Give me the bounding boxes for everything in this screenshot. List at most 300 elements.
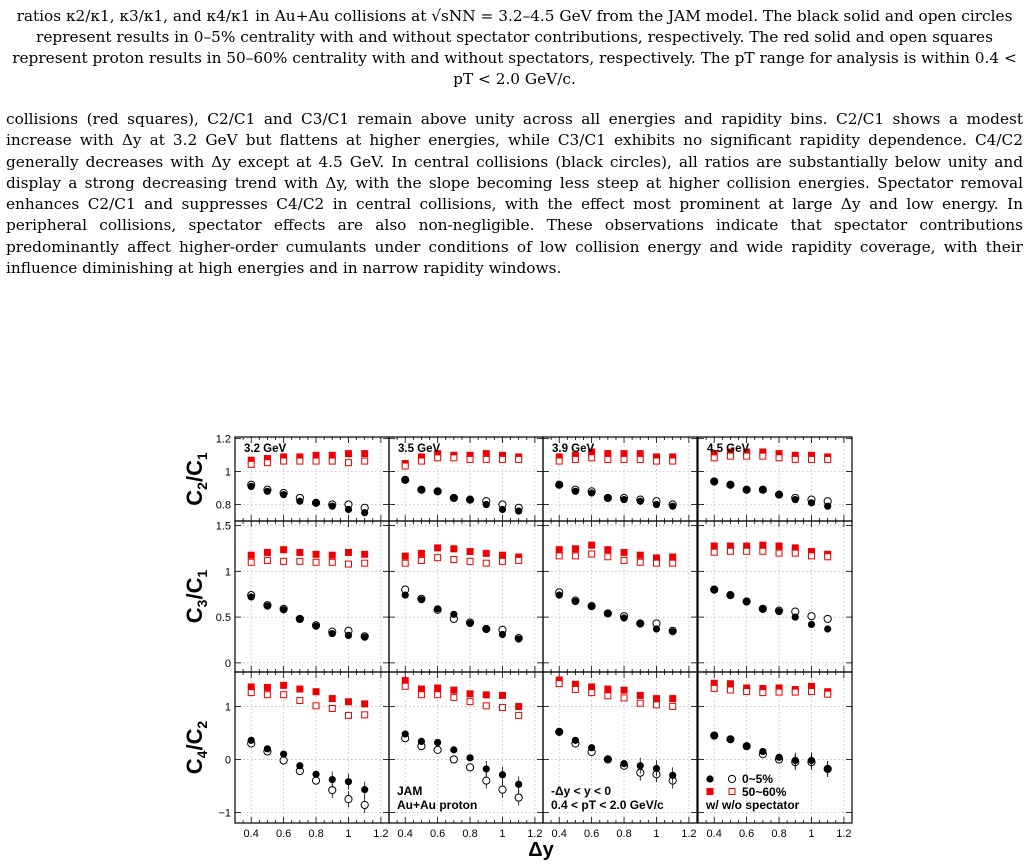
marker-peripheral-with-spectator — [621, 549, 628, 556]
marker-peripheral-with-spectator — [264, 549, 271, 556]
marker-central-with-spectator — [824, 765, 831, 772]
marker-central-with-spectator — [296, 498, 303, 505]
x-tick-label: 0.4 — [243, 828, 259, 840]
x-tick-label: 1 — [653, 828, 660, 840]
x-tick-label: 1 — [345, 828, 352, 840]
x-tick-label: 0.8 — [616, 828, 632, 840]
panel-frame — [543, 521, 697, 672]
marker-central-with-spectator — [775, 754, 782, 761]
system-note: Au+Au proton — [397, 798, 478, 812]
model-note: JAM — [397, 784, 423, 798]
marker-central-with-spectator — [556, 728, 563, 735]
marker-peripheral-without-spectator — [467, 558, 473, 564]
y-tick-label: 0 — [224, 754, 231, 767]
marker-peripheral-with-spectator — [418, 550, 425, 557]
marker-peripheral-without-spectator — [605, 693, 611, 699]
marker-central-with-spectator — [588, 603, 595, 610]
marker-central-with-spectator — [312, 499, 319, 506]
marker-central-with-spectator — [637, 498, 644, 505]
marker-central-with-spectator — [808, 499, 815, 506]
marker-peripheral-without-spectator — [589, 690, 595, 696]
panel-frame — [235, 521, 389, 672]
marker-central-with-spectator — [312, 623, 319, 630]
marker-peripheral-without-spectator — [556, 681, 562, 687]
marker-central-with-spectator — [759, 605, 766, 612]
marker-central-with-spectator — [604, 755, 611, 762]
marker-peripheral-without-spectator — [825, 554, 831, 560]
marker-peripheral-without-spectator — [281, 558, 287, 564]
marker-peripheral-without-spectator — [670, 560, 676, 566]
marker-peripheral-without-spectator — [808, 456, 814, 462]
marker-central-with-spectator — [556, 481, 563, 488]
marker-central-with-spectator — [743, 486, 750, 493]
y-tick-label: 1 — [224, 566, 231, 579]
marker-peripheral-with-spectator — [264, 684, 271, 691]
marker-central-with-spectator — [264, 603, 271, 610]
marker-peripheral-without-spectator — [281, 692, 287, 698]
energy-label: 3.2 GeV — [244, 443, 287, 455]
marker-peripheral-without-spectator — [345, 561, 351, 567]
y-tick-label: 1.2 — [215, 433, 231, 446]
marker-central-with-spectator — [264, 745, 271, 752]
marker-central-with-spectator — [556, 592, 563, 599]
marker-peripheral-without-spectator — [362, 712, 368, 718]
marker-central-without-spectator — [515, 794, 522, 801]
marker-central-with-spectator — [808, 757, 815, 764]
marker-central-with-spectator — [483, 765, 490, 772]
paragraph-text: collisions (red squares), C2/C1 and C3/C1 remain above unity across all energies and rapidity bins. C2/C1 shows a modest increase with Δy at 3.2 GeV but flattens at higher energies, while C3/C1 exhibits no significant rapidity dependence. C4/C2 generally decreases with Δy except at 4.5 GeV. In central collisions (black circles), all ratios are substantially below unity and display a strong decreasing trend with Δy, with the slope becoming less steep at higher collision energies. Spectator removal enhances C2/C1 and suppresses C4/C2 in central collisions, with the effect most prominent at large Δy and low energy. In peripheral collisions, spectator effects are also non-negligible. These observations indicate that spectator contributions predominantly affect higher-order cumulants under conditions of low collision energy and wide rapidity coverage, with their influence diminishing at high energies and in narrow rapidity windows. — [6, 110, 1023, 278]
marker-peripheral-without-spectator — [402, 683, 408, 689]
marker-central-with-spectator — [345, 506, 352, 513]
marker-peripheral-with-spectator — [361, 700, 368, 707]
marker-peripheral-with-spectator — [653, 695, 660, 702]
marker-central-with-spectator — [620, 614, 627, 621]
marker-central-with-spectator — [637, 620, 644, 627]
marker-peripheral-without-spectator — [402, 463, 408, 469]
marker-peripheral-without-spectator — [653, 560, 659, 566]
marker-peripheral-without-spectator — [264, 460, 270, 466]
marker-central-with-spectator — [280, 491, 287, 498]
marker-central-with-spectator — [361, 786, 368, 793]
marker-central-with-spectator — [824, 503, 831, 510]
marker-central-with-spectator — [711, 586, 718, 593]
legend-peripheral-without-marker — [729, 789, 735, 795]
marker-central-with-spectator — [329, 776, 336, 783]
marker-peripheral-with-spectator — [669, 695, 676, 702]
marker-central-with-spectator — [280, 606, 287, 613]
marker-central-without-spectator — [808, 613, 815, 620]
legend-central-with-marker — [706, 775, 713, 782]
marker-peripheral-without-spectator — [451, 557, 457, 563]
marker-peripheral-without-spectator — [572, 456, 578, 462]
marker-central-with-spectator — [483, 501, 490, 508]
marker-central-with-spectator — [743, 743, 750, 750]
marker-central-without-spectator — [483, 777, 490, 784]
marker-central-with-spectator — [669, 628, 676, 635]
x-tick-label: 0.4 — [551, 828, 567, 840]
marker-peripheral-without-spectator — [670, 703, 676, 709]
marker-central-with-spectator — [499, 771, 506, 778]
marker-peripheral-with-spectator — [604, 546, 611, 553]
legend-peripheral-label: 50~60% — [742, 785, 787, 799]
marker-peripheral-with-spectator — [329, 695, 336, 702]
marker-peripheral-without-spectator — [808, 689, 814, 695]
marker-central-with-spectator — [669, 503, 676, 510]
marker-central-with-spectator — [418, 596, 425, 603]
marker-peripheral-without-spectator — [499, 558, 505, 564]
marker-central-with-spectator — [248, 483, 255, 490]
marker-peripheral-without-spectator — [297, 558, 303, 564]
marker-peripheral-without-spectator — [637, 700, 643, 706]
marker-central-with-spectator — [312, 771, 319, 778]
marker-peripheral-without-spectator — [711, 455, 717, 461]
marker-peripheral-with-spectator — [637, 552, 644, 559]
marker-peripheral-without-spectator — [776, 550, 782, 556]
x-tick-label: 0.4 — [706, 828, 722, 840]
marker-central-with-spectator — [727, 481, 734, 488]
marker-central-without-spectator — [450, 756, 457, 763]
y-tick-label: 1 — [224, 466, 231, 479]
marker-peripheral-without-spectator — [297, 698, 303, 704]
marker-central-without-spectator — [434, 746, 441, 753]
marker-central-with-spectator — [669, 772, 676, 779]
marker-peripheral-without-spectator — [727, 548, 733, 554]
marker-central-without-spectator — [280, 757, 287, 764]
marker-central-with-spectator — [808, 621, 815, 628]
marker-peripheral-without-spectator — [792, 550, 798, 556]
marker-central-with-spectator — [345, 778, 352, 785]
marker-peripheral-without-spectator — [451, 694, 457, 700]
y-tick-label: 1.5 — [215, 520, 231, 533]
marker-peripheral-without-spectator — [637, 559, 643, 565]
marker-central-with-spectator — [450, 611, 457, 618]
marker-central-with-spectator — [499, 506, 506, 513]
marker-peripheral-without-spectator — [589, 551, 595, 557]
marker-peripheral-without-spectator — [776, 455, 782, 461]
marker-peripheral-with-spectator — [467, 548, 474, 555]
marker-central-with-spectator — [402, 476, 409, 483]
marker-central-with-spectator — [450, 746, 457, 753]
marker-peripheral-without-spectator — [345, 712, 351, 718]
marker-peripheral-without-spectator — [451, 455, 457, 461]
y-axis-label: $C_3/C_1$ — [182, 569, 210, 624]
panel-frame — [698, 521, 852, 672]
marker-peripheral-without-spectator — [362, 458, 368, 464]
marker-peripheral-without-spectator — [483, 456, 489, 462]
marker-central-with-spectator — [434, 488, 441, 495]
marker-peripheral-without-spectator — [418, 557, 424, 563]
x-tick-label: 0.6 — [275, 828, 292, 840]
marker-peripheral-with-spectator — [361, 551, 368, 558]
legend-central-without-marker — [728, 775, 735, 782]
marker-peripheral-without-spectator — [776, 689, 782, 695]
marker-peripheral-without-spectator — [556, 458, 562, 464]
marker-peripheral-without-spectator — [248, 690, 254, 696]
marker-central-with-spectator — [637, 762, 644, 769]
legend-peripheral-with-marker — [707, 788, 714, 795]
energy-label: 4.5 GeV — [707, 443, 750, 455]
marker-peripheral-without-spectator — [572, 686, 578, 692]
marker-peripheral-without-spectator — [329, 705, 335, 711]
marker-central-with-spectator — [248, 737, 255, 744]
panel-frame — [235, 672, 389, 823]
marker-peripheral-without-spectator — [744, 689, 750, 695]
x-tick-label: 1.2 — [681, 828, 697, 840]
marker-central-with-spectator — [402, 592, 409, 599]
y-tick-label: 1 — [224, 701, 231, 714]
marker-peripheral-without-spectator — [483, 703, 489, 709]
marker-central-without-spectator — [312, 777, 319, 784]
x-tick-label: 1.2 — [373, 828, 389, 840]
marker-peripheral-without-spectator — [572, 553, 578, 559]
marker-peripheral-without-spectator — [418, 458, 424, 464]
y-tick-label: 0.5 — [215, 612, 231, 625]
marker-central-with-spectator — [466, 620, 473, 627]
y-tick-label: 0 — [224, 657, 231, 670]
marker-central-with-spectator — [588, 489, 595, 496]
x-tick-label: 1 — [499, 828, 506, 840]
marker-peripheral-without-spectator — [499, 704, 505, 710]
marker-central-with-spectator — [434, 739, 441, 746]
marker-peripheral-with-spectator — [313, 688, 320, 695]
marker-peripheral-without-spectator — [605, 456, 611, 462]
marker-central-with-spectator — [361, 509, 368, 516]
marker-peripheral-without-spectator — [281, 458, 287, 464]
marker-central-with-spectator — [727, 592, 734, 599]
energy-label: 3.9 GeV — [552, 443, 595, 455]
pt-range-note: 0.4 < pT < 2.0 GeV/c — [551, 798, 664, 812]
marker-central-with-spectator — [450, 494, 457, 501]
marker-central-with-spectator — [759, 486, 766, 493]
marker-central-with-spectator — [329, 630, 336, 637]
marker-central-with-spectator — [515, 781, 522, 788]
marker-peripheral-with-spectator — [450, 545, 457, 552]
marker-peripheral-without-spectator — [362, 560, 368, 566]
marker-peripheral-without-spectator — [711, 549, 717, 555]
marker-peripheral-with-spectator — [296, 686, 303, 693]
x-tick-label: 0.6 — [738, 828, 755, 840]
marker-peripheral-with-spectator — [450, 687, 457, 694]
marker-peripheral-with-spectator — [345, 450, 352, 457]
marker-peripheral-without-spectator — [744, 548, 750, 554]
marker-central-with-spectator — [296, 762, 303, 769]
marker-peripheral-with-spectator — [483, 691, 490, 698]
marker-central-with-spectator — [588, 744, 595, 751]
marker-peripheral-without-spectator — [760, 548, 766, 554]
marker-peripheral-with-spectator — [483, 550, 490, 557]
marker-peripheral-with-spectator — [604, 686, 611, 693]
marker-central-with-spectator — [466, 496, 473, 503]
marker-peripheral-without-spectator — [792, 456, 798, 462]
marker-peripheral-without-spectator — [760, 690, 766, 696]
marker-peripheral-with-spectator — [296, 549, 303, 556]
marker-peripheral-with-spectator — [313, 551, 320, 558]
marker-central-with-spectator — [248, 593, 255, 600]
rapidity-note: -Δy < y < 0 — [551, 784, 611, 798]
y-tick-label: 0.8 — [215, 499, 231, 512]
marker-peripheral-without-spectator — [792, 689, 798, 695]
marker-central-without-spectator — [499, 786, 506, 793]
marker-peripheral-without-spectator — [727, 687, 733, 693]
marker-peripheral-with-spectator — [329, 552, 336, 559]
x-tick-label: 0.4 — [397, 828, 413, 840]
marker-peripheral-without-spectator — [653, 702, 659, 708]
marker-peripheral-with-spectator — [621, 687, 628, 694]
x-tick-label: 0.8 — [462, 828, 478, 840]
marker-central-with-spectator — [499, 631, 506, 638]
marker-peripheral-without-spectator — [435, 555, 441, 561]
x-tick-label: 1 — [808, 828, 815, 840]
marker-central-with-spectator — [483, 625, 490, 632]
marker-peripheral-without-spectator — [248, 461, 254, 467]
marker-central-with-spectator — [604, 610, 611, 617]
marker-central-with-spectator — [604, 494, 611, 501]
marker-central-with-spectator — [329, 503, 336, 510]
marker-peripheral-with-spectator — [727, 680, 734, 687]
marker-central-with-spectator — [515, 635, 522, 642]
marker-central-with-spectator — [775, 491, 782, 498]
marker-peripheral-without-spectator — [345, 460, 351, 466]
marker-peripheral-without-spectator — [467, 699, 473, 705]
y-axis-label: $C_2/C_1$ — [182, 452, 210, 506]
marker-peripheral-without-spectator — [653, 458, 659, 464]
marker-central-with-spectator — [775, 608, 782, 615]
x-tick-label: 0.8 — [771, 828, 787, 840]
marker-peripheral-without-spectator — [621, 557, 627, 563]
marker-central-with-spectator — [759, 748, 766, 755]
marker-peripheral-with-spectator — [248, 552, 255, 559]
marker-central-with-spectator — [711, 478, 718, 485]
marker-central-with-spectator — [345, 632, 352, 639]
marker-peripheral-with-spectator — [402, 553, 409, 560]
marker-central-with-spectator — [792, 757, 799, 764]
marker-peripheral-with-spectator — [434, 684, 441, 691]
marker-peripheral-with-spectator — [499, 692, 506, 699]
caption-text: ratios κ2/κ1, κ3/κ1, and κ4/κ1 in Au+Au collisions at √sNN = 3.2–4.5 GeV from the JAM model. The black solid and open circles represent results in 0–5% centrality with and without spectator contributions, respectively. The red solid and open squares represent proton results in 50–60% centrality with and without spectators, respectively. The pT range for analysis is within 0.4 < pT < 2.0 GeV/c. — [12, 7, 1017, 88]
marker-central-with-spectator — [361, 634, 368, 641]
marker-peripheral-without-spectator — [264, 692, 270, 698]
x-axis-label: Δy — [528, 839, 554, 861]
marker-peripheral-with-spectator — [280, 682, 287, 689]
marker-central-with-spectator — [727, 736, 734, 743]
marker-central-with-spectator — [572, 488, 579, 495]
marker-peripheral-without-spectator — [589, 455, 595, 461]
marker-peripheral-with-spectator — [776, 543, 783, 550]
marker-peripheral-without-spectator — [313, 559, 319, 565]
marker-central-with-spectator — [296, 615, 303, 622]
marker-peripheral-without-spectator — [313, 703, 319, 709]
marker-peripheral-with-spectator — [515, 703, 522, 710]
marker-central-with-spectator — [466, 754, 473, 761]
y-tick-label: −1 — [218, 807, 231, 820]
marker-central-with-spectator — [620, 496, 627, 503]
marker-central-with-spectator — [434, 605, 441, 612]
panel-frame — [389, 521, 543, 672]
marker-central-with-spectator — [620, 760, 627, 767]
marker-peripheral-without-spectator — [329, 559, 335, 565]
marker-peripheral-without-spectator — [248, 559, 254, 565]
marker-peripheral-without-spectator — [435, 455, 441, 461]
marker-central-with-spectator — [418, 738, 425, 745]
marker-peripheral-with-spectator — [637, 692, 644, 699]
marker-central-with-spectator — [572, 598, 579, 605]
marker-peripheral-with-spectator — [711, 543, 718, 550]
marker-central-with-spectator — [711, 732, 718, 739]
marker-peripheral-without-spectator — [483, 560, 489, 566]
x-tick-label: 1.2 — [527, 828, 543, 840]
energy-label: 3.5 GeV — [398, 443, 441, 455]
marker-peripheral-without-spectator — [297, 458, 303, 464]
marker-peripheral-without-spectator — [711, 685, 717, 691]
marker-peripheral-without-spectator — [313, 458, 319, 464]
marker-central-with-spectator — [653, 765, 660, 772]
marker-peripheral-without-spectator — [499, 456, 505, 462]
marker-peripheral-without-spectator — [329, 458, 335, 464]
marker-central-with-spectator — [280, 751, 287, 758]
x-tick-label: 1.2 — [836, 828, 852, 840]
marker-peripheral-without-spectator — [556, 553, 562, 559]
marker-peripheral-with-spectator — [345, 549, 352, 556]
marker-peripheral-without-spectator — [435, 692, 441, 698]
marker-peripheral-without-spectator — [516, 456, 522, 462]
marker-peripheral-with-spectator — [499, 552, 506, 559]
marker-central-with-spectator — [824, 625, 831, 632]
marker-peripheral-without-spectator — [825, 691, 831, 697]
marker-central-with-spectator — [264, 488, 271, 495]
x-tick-label: 0.8 — [308, 828, 324, 840]
marker-peripheral-without-spectator — [808, 553, 814, 559]
marker-peripheral-without-spectator — [467, 456, 473, 462]
legend-spectator-label: w/ w/o spectator — [706, 798, 800, 812]
marker-central-with-spectator — [418, 486, 425, 493]
marker-peripheral-without-spectator — [670, 458, 676, 464]
marker-peripheral-without-spectator — [605, 554, 611, 560]
marker-peripheral-with-spectator — [280, 546, 287, 553]
marker-peripheral-without-spectator — [621, 456, 627, 462]
marker-peripheral-without-spectator — [264, 557, 270, 563]
marker-central-with-spectator — [653, 625, 660, 632]
marker-peripheral-with-spectator — [556, 546, 563, 553]
marker-peripheral-with-spectator — [759, 542, 766, 549]
marker-peripheral-with-spectator — [361, 450, 368, 457]
marker-central-without-spectator — [466, 764, 473, 771]
marker-peripheral-with-spectator — [669, 554, 676, 561]
marker-peripheral-with-spectator — [467, 690, 474, 697]
marker-peripheral-without-spectator — [402, 560, 408, 566]
marker-central-with-spectator — [792, 613, 799, 620]
marker-central-with-spectator — [792, 496, 799, 503]
marker-central-with-spectator — [515, 508, 522, 515]
marker-peripheral-without-spectator — [825, 456, 831, 462]
marker-peripheral-with-spectator — [588, 542, 595, 549]
legend-central-label: 0~5% — [742, 772, 774, 786]
marker-peripheral-without-spectator — [637, 456, 643, 462]
marker-peripheral-with-spectator — [345, 698, 352, 705]
marker-peripheral-without-spectator — [621, 695, 627, 701]
marker-central-without-spectator — [345, 796, 352, 803]
x-tick-label: 0.6 — [429, 828, 446, 840]
marker-central-without-spectator — [824, 615, 831, 622]
marker-central-with-spectator — [572, 737, 579, 744]
marker-peripheral-with-spectator — [434, 544, 441, 551]
marker-peripheral-without-spectator — [516, 712, 522, 718]
marker-peripheral-without-spectator — [760, 453, 766, 459]
marker-central-with-spectator — [653, 501, 660, 508]
y-axis-label: $C_4/C_2$ — [182, 720, 210, 775]
x-tick-label: 0.6 — [583, 828, 600, 840]
marker-peripheral-without-spectator — [516, 557, 522, 563]
marker-central-without-spectator — [361, 801, 368, 808]
